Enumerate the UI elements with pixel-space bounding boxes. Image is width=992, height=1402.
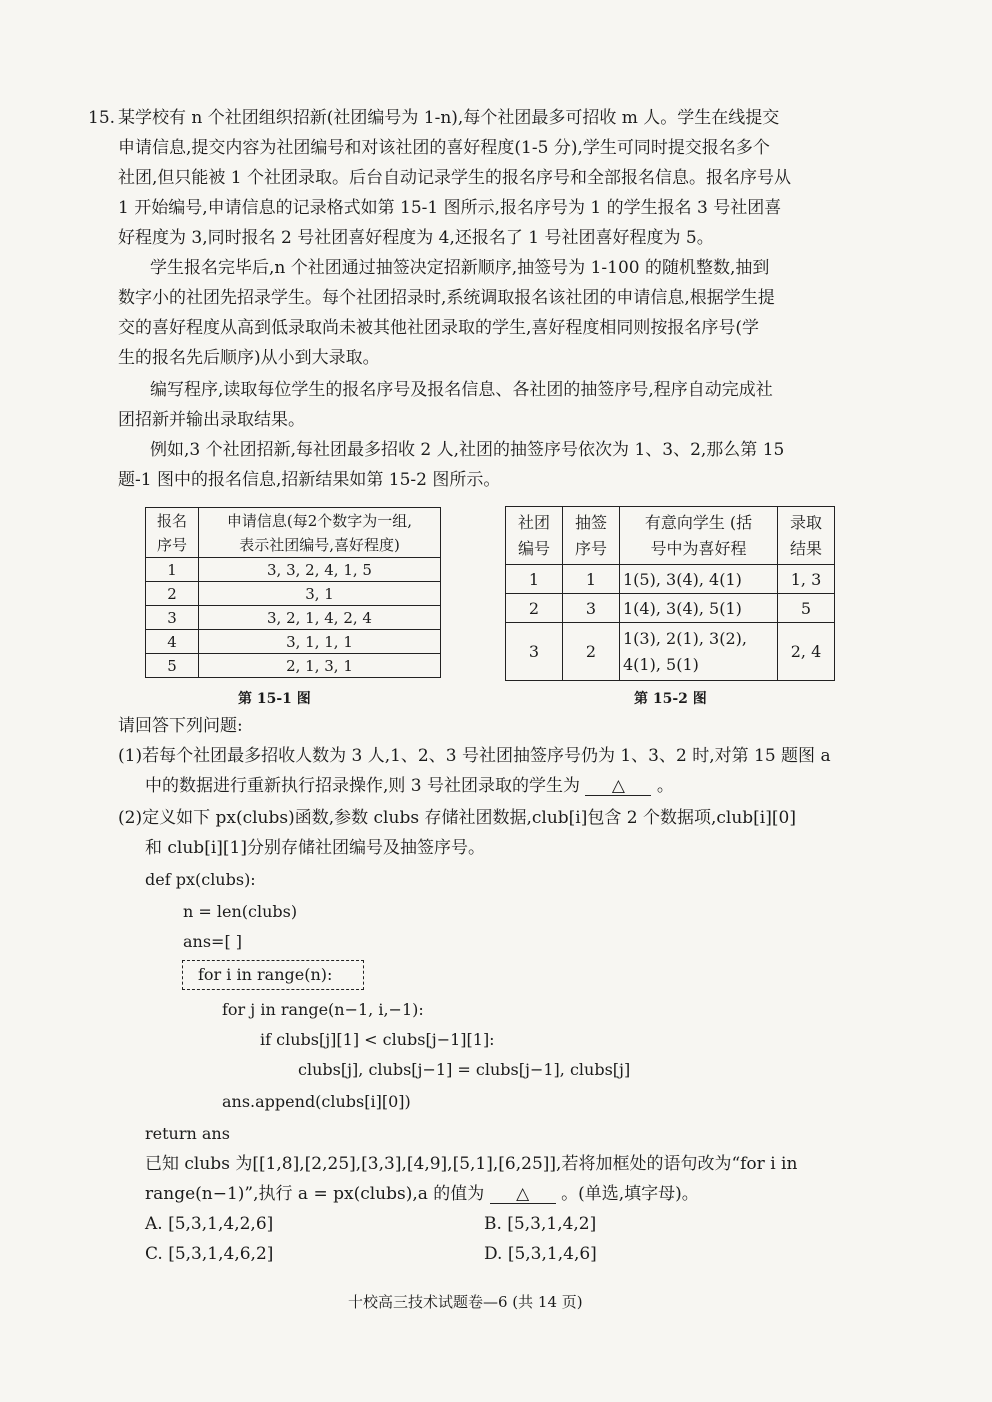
paragraph-line: 生的报名先后顺序)从小到大录取。	[118, 348, 380, 368]
cell: 3	[146, 606, 199, 630]
q1-text: 中的数据进行重新执行招录操作,则 3 号社团录取的学生为	[145, 776, 581, 796]
table-row	[146, 654, 441, 678]
paragraph-line: 社团,但只能被 1 个社团录取。后台自动记录学生的报名序号和全部报名信息。报名序号从	[118, 168, 792, 188]
table-row	[146, 582, 441, 606]
figure-caption: 第 15-2 图	[634, 691, 707, 707]
cell: 2, 4	[778, 623, 835, 681]
paragraph-line: 例如,3 个社团招新,每社团最多招收 2 人,社团的抽签序号依次为 1、3、2,那么第 15	[150, 440, 785, 460]
cell-line: 4(1), 5(1)	[623, 654, 699, 674]
q2b-text: range(n−1)”,执行 a = px(clubs),a 的值为	[145, 1184, 485, 1204]
paragraph-line: 好程度为 3,同时报名 2 号社团喜好程度为 4,还报名了 1 号社团喜好程度为 5。	[118, 228, 714, 248]
paragraph-line: 某学校有 n 个社团组织招新(社团编号为 1-n),每个社团最多可招收 m 人。学生在线提交	[118, 108, 780, 128]
question-number: 15.	[88, 108, 116, 128]
prompt-text: 请回答下列问题:	[118, 716, 243, 736]
cell: 2	[146, 582, 199, 606]
table-row	[506, 594, 835, 623]
header-text: 录取	[789, 512, 822, 532]
header-text: 抽签	[574, 512, 607, 532]
cell: 2	[506, 594, 563, 623]
table-header	[199, 508, 441, 558]
code-line: n = len(clubs)	[183, 902, 298, 921]
header-text: 结果	[789, 538, 822, 558]
paragraph-line: 编写程序,读取每位学生的报名序号及报名信息、各社团的抽签序号,程序自动完成社	[150, 380, 773, 400]
code-line: if clubs[j][1] < clubs[j−1][1]:	[260, 1030, 495, 1049]
cell: 1(4), 3(4), 5(1)	[620, 594, 778, 623]
paragraph-line: 学生报名完毕后,n 个社团通过抽签决定招新顺序,抽签号为 1-100 的随机整数,抽到	[150, 258, 770, 278]
header-text: 序号	[574, 538, 607, 558]
paragraph-line: 团招新并输出录取结果。	[118, 410, 305, 430]
cell: 1, 3	[778, 565, 835, 594]
option-a[interactable]: A. [5,3,1,4,2,6]	[145, 1214, 274, 1234]
table-row	[506, 565, 835, 594]
cell: 1(5), 3(4), 4(1)	[620, 565, 778, 594]
q1-line	[145, 774, 674, 798]
table-15-1	[145, 507, 441, 678]
q2b-line: 已知 clubs 为[[1,8],[2,25],[3,3],[4,9],[5,1],[6,25]],若将加框处的语句改为“for i in	[145, 1154, 798, 1174]
cell: 3, 1, 1, 1	[199, 630, 441, 654]
table-header	[506, 507, 563, 565]
cell: 5	[146, 654, 199, 678]
table-row	[146, 558, 441, 582]
header-text: 编号	[517, 538, 550, 558]
paragraph-line: 交的喜好程度从高到低录取尚未被其他社团录取的学生,喜好程度相同则按报名序号(学	[118, 318, 760, 338]
q2-line: 和 club[i][1]分别存储社团编号及抽签序号。	[145, 838, 485, 858]
cell: 1	[506, 565, 563, 594]
table-row	[146, 606, 441, 630]
cell: 3, 2, 1, 4, 2, 4	[199, 606, 441, 630]
code-line: for j in range(n−1, i,−1):	[222, 1000, 424, 1019]
code-line: ans=[ ]	[183, 932, 243, 951]
header-text: 序号	[156, 535, 187, 554]
cell-line: 1(3), 2(1), 3(2),	[623, 628, 747, 648]
cell: 3, 1	[199, 582, 441, 606]
cell: 3	[563, 594, 620, 623]
table-header	[620, 507, 778, 565]
cell: 3	[506, 623, 563, 681]
cell: 3, 3, 2, 4, 1, 5	[199, 558, 441, 582]
option-c[interactable]: C. [5,3,1,4,6,2]	[145, 1244, 274, 1264]
table-row	[146, 630, 441, 654]
code-line: for i in range(n):	[198, 965, 333, 984]
header-text: 有意向学生 (括	[644, 512, 753, 532]
header-text: 申请信息(每2个数字为一组,	[226, 511, 413, 530]
table-header	[563, 507, 620, 565]
q2b-text: 。(单选,填字母)。	[561, 1184, 699, 1204]
header-text: 报名	[156, 511, 187, 530]
option-b[interactable]: B. [5,3,1,4,2]	[484, 1214, 597, 1234]
cell: 4	[146, 630, 199, 654]
option-d[interactable]: D. [5,3,1,4,6]	[484, 1244, 597, 1264]
q2-line: (2)定义如下 px(clubs)函数,参数 clubs 存储社团数据,club[i]包含 2 个数据项,club[i][0]	[118, 808, 796, 828]
paragraph-line: 1 开始编号,申请信息的记录格式如第 15-1 图所示,报名序号为 1 的学生报名 3 号社团喜	[118, 198, 782, 218]
figure-caption: 第 15-1 图	[238, 691, 311, 707]
header-text: 号中为喜好程	[650, 538, 747, 558]
table-15-2	[505, 506, 835, 681]
answer-blank[interactable]: △	[585, 777, 651, 796]
answer-blank[interactable]: △	[490, 1185, 556, 1204]
page-footer: 十校高三技术试题卷—6 (共 14 页)	[348, 1293, 583, 1311]
cell: 5	[778, 594, 835, 623]
table-row	[506, 623, 835, 681]
cell: 1	[563, 565, 620, 594]
header-text: 社团	[517, 512, 550, 532]
code-line: return ans	[145, 1124, 230, 1143]
q1-text: 。	[656, 776, 674, 796]
cell: 2	[563, 623, 620, 681]
paragraph-line: 数字小的社团先招录学生。每个社团招录时,系统调取报名该社团的申请信息,根据学生提	[118, 288, 775, 308]
code-line: clubs[j], clubs[j−1] = clubs[j−1], clubs[j]	[298, 1060, 631, 1079]
code-line: ans.append(clubs[i][0])	[222, 1092, 411, 1111]
table-header	[778, 507, 835, 565]
code-line: def px(clubs):	[145, 870, 256, 889]
q2b-line	[145, 1182, 699, 1206]
table-header	[146, 508, 199, 558]
paragraph-line: 申请信息,提交内容为社团编号和对该社团的喜好程度(1-5 分),学生可同时提交报名多个	[118, 138, 770, 158]
cell: 2, 1, 3, 1	[199, 654, 441, 678]
paragraph-line: 题-1 图中的报名信息,招新结果如第 15-2 图所示。	[118, 470, 501, 490]
header-text: 表示社团编号,喜好程度)	[239, 535, 400, 554]
cell: 1	[146, 558, 199, 582]
cell	[620, 623, 778, 681]
q1-line: (1)若每个社团最多招收人数为 3 人,1、2、3 号社团抽签序号仍为 1、3、2 时,对第 15 题图 a	[118, 746, 831, 766]
